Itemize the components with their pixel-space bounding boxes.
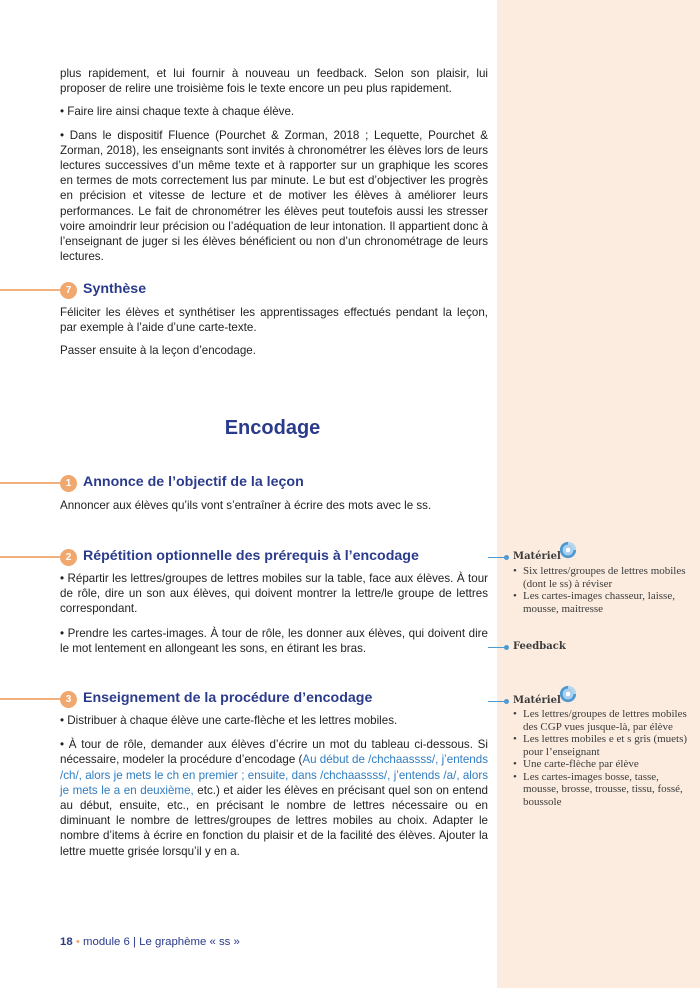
step2-block [60, 571, 488, 656]
section-rule [0, 289, 63, 291]
step3-bullet-2 [60, 737, 488, 859]
sidebar-connector-dot [504, 555, 509, 560]
step1-title: Annonce de l’objectif de la leçon [83, 474, 304, 490]
step3-bullet-2-text-a: • À tour de rôle, demander aux élèves d’écrire un mot du tableau ci-dessous. Si nécessaire, modeler la procédure d’encodage ( [60, 738, 488, 767]
step1-block [60, 498, 488, 513]
materiel-item: • Les cartes-images bosse, tasse, mousse, brosse, trousse, tissu, fossé, boussole [513, 771, 693, 809]
step3-bullet-2-text-b: etc.) et aider les élèves en précisant quel son on entend au début, ensuite, etc., en précisant le nombre de lettres nécessaire ou en diminuant le nombre de lettres/groupes de lettres mobiles au choix. Adapter le nombre d’items à écrire en fonction du plaisir et de la facilité des élèves. Ajouter la lettre muette grisée lorsqu’il y en a. [60, 783, 488, 858]
synthese-paragraph-1: Féliciter les élèves et synthétiser les apprentissages effectués pendant la leçon, par exemple à l’aide d’une carte-texte. [60, 306, 488, 335]
step3-bullet-1: • Distribuer à chaque élève une carte-flèche et les lettres mobiles. [60, 714, 398, 727]
sidebar-connector-dot [504, 699, 509, 704]
cd-icon [559, 541, 577, 559]
cd-icon [559, 685, 577, 703]
materiel-item: • Les cartes-images chasseur, laisse, mousse, maitresse [513, 590, 693, 615]
materiel-label: Matériel [513, 695, 561, 706]
sidebar-connector-dot [504, 645, 509, 650]
step2-bullet-2: • Prendre les cartes-images. À tour de rôle, les donner aux élèves, qui doivent dire le mot lentement en allongeant les sons, en étirant les bras. [60, 626, 488, 655]
intro-block [60, 66, 488, 264]
materiel-item: • Six lettres/groupes de lettres mobiles (dont le ss) à réviser [513, 565, 693, 590]
materiel-item: • Les lettres/groupes de lettres mobiles des CGP vues jusque-là, par élève [513, 708, 693, 733]
footer-text: module 6 | Le graphème « ss » [83, 936, 240, 948]
encodage-title: Encodage [224, 417, 321, 439]
section-rule [0, 698, 63, 700]
page-number: 18 [60, 936, 73, 948]
materiel-label: Matériel [513, 551, 561, 562]
sidebar-background [497, 0, 700, 988]
materiel-item: • Les lettres mobiles e et s gris (muets) pour l’enseignant [513, 733, 693, 758]
section-rule [0, 482, 63, 484]
intro-paragraph: plus rapidement, et lui fournir à nouveau un feedback. Selon son plaisir, lui proposer de relire une troisième fois le texte encore un peu plus rapidement. [60, 67, 488, 96]
intro-bullet-2: • Dans le dispositif Fluence (Pourchet & Zorman, 2018 ; Lequette, Pourchet & Zorman, 2018), les enseignants sont invités à chronométrer les élèves lors de leurs lectures successives d’un même texte et à rapporter sur un graphique les scores en termes de mots correctement lus par minute. Le but est d’objectiver les progrès en précision et vitesse de lecture et de motiver les élèves à améliorer leurs performances. Le fait de chronométrer les élèves peut toutefois aussi les stresser voire amoindrir leur précision ou l’adéquation de leur intonation. Il appartient donc à l’enseignant de juger si les élèves bénéficient ou non d’un chronométrage de leurs lectures. [60, 128, 488, 264]
step1-paragraph: Annoncer aux élèves qu’ils vont s’entraîner à écrire des mots avec le ss. [60, 499, 432, 512]
step2-title: Répétition optionnelle des prérequis à l’encodage [83, 548, 419, 564]
materiel-list [513, 565, 693, 615]
section-rule [0, 556, 63, 558]
step-number-badge: 2 [60, 549, 77, 566]
materiel-list [513, 708, 693, 808]
synthese-title: Synthèse [83, 281, 147, 297]
page-footer [60, 936, 240, 948]
step3-block [60, 713, 488, 859]
step2-bullet-1: • Répartir les lettres/groupes de lettres mobiles sur la table, face aux élèves. À tour de rôle, dire un son aux élèves, qui doivent montrer la lettre/le groupe de lettres correspondant. [60, 572, 488, 616]
step-number-badge: 1 [60, 475, 77, 492]
footer-separator: • [75, 936, 80, 948]
materiel-item: • Une carte-flèche par élève [513, 758, 693, 771]
step3-modeling-example: Au début de /chchaassss/, j’entends /ch/, alors je mets le ch en premier ; ensuite, dans /chchaassss/, j’entends /a/, alors je mets le a en deuxième, [60, 753, 488, 797]
feedback-label: Feedback [513, 641, 566, 652]
step3-title: Enseignement de la procédure d’encodage [83, 690, 373, 706]
intro-bullet-1: • Faire lire ainsi chaque texte à chaque élève. [60, 105, 295, 119]
synthese-paragraph-2: Passer ensuite à la leçon d’encodage. [60, 344, 256, 358]
step-number-badge: 3 [60, 691, 77, 708]
synthese-block [60, 305, 488, 359]
step-number-badge: 7 [60, 282, 77, 299]
